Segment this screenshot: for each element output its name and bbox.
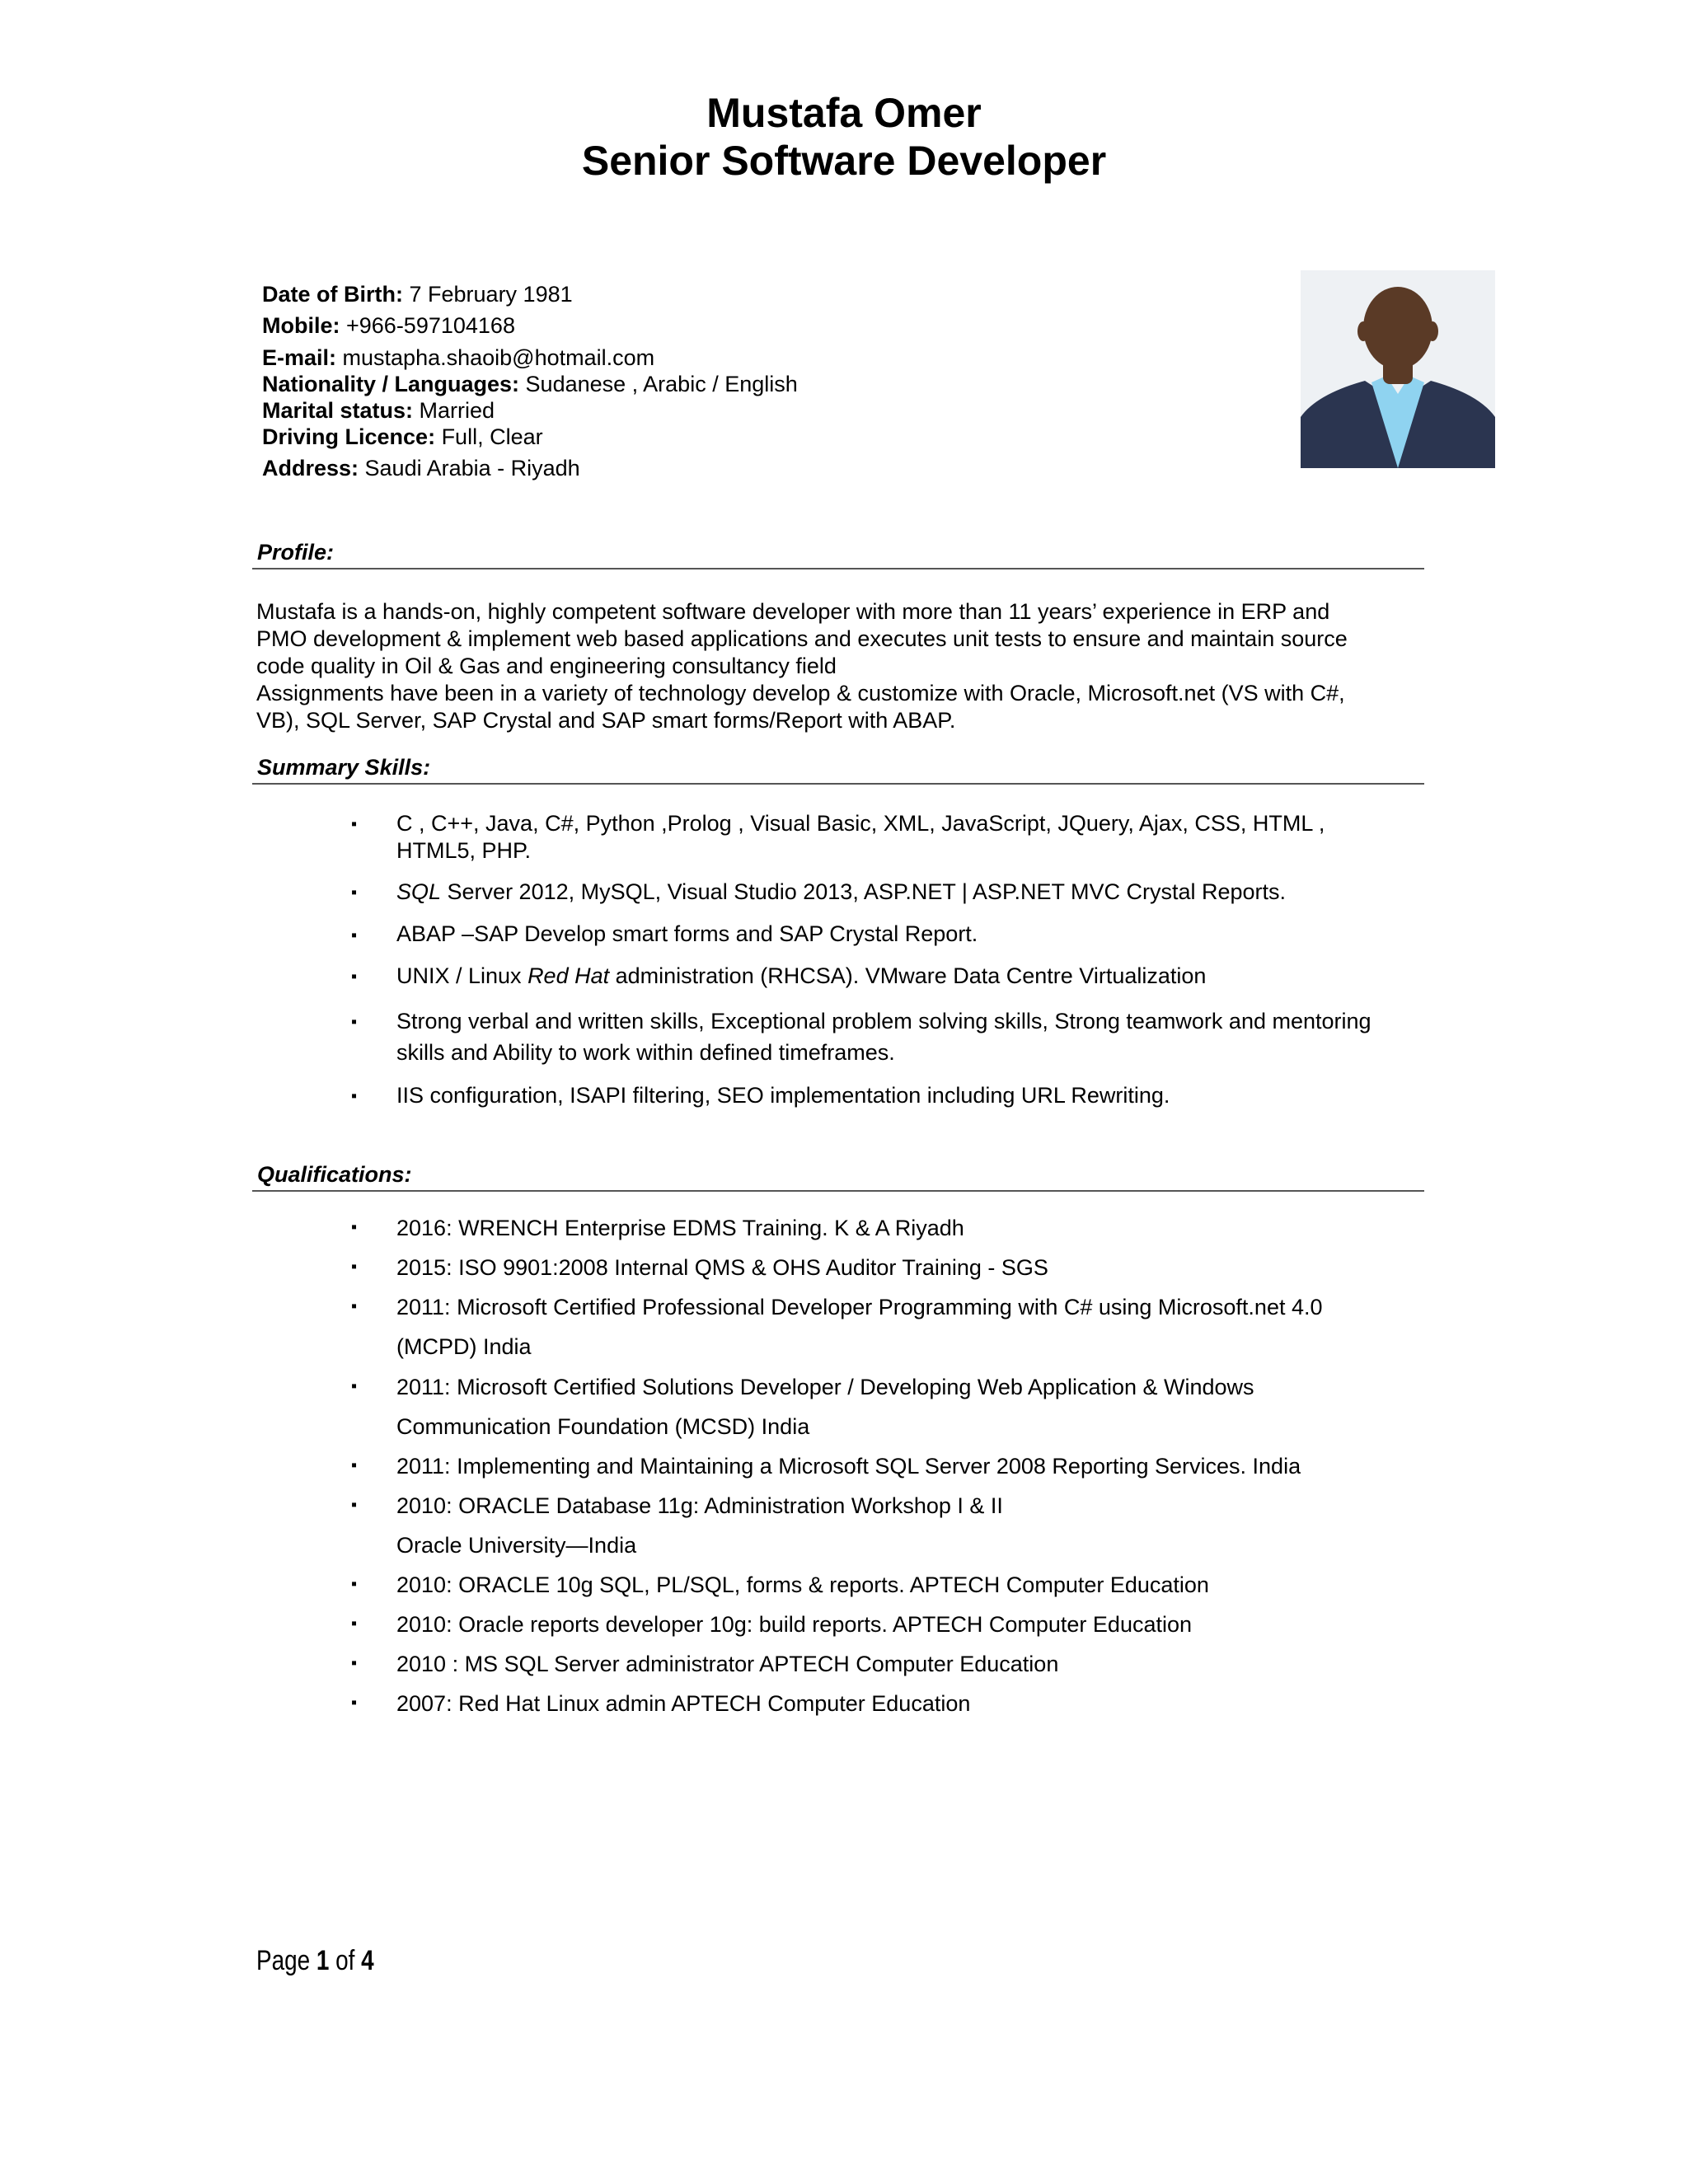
- page-total: 4: [361, 1945, 374, 1976]
- skill-emphasis: SQL: [396, 879, 442, 904]
- bullet-icon: ▪: [351, 1694, 358, 1712]
- profile-photo-portrait: [1301, 270, 1495, 468]
- detail-label: Nationality / Languages:: [262, 372, 520, 396]
- detail-value: Full, Clear: [435, 424, 543, 449]
- detail-label: Address:: [262, 456, 359, 480]
- bullet-icon: ▪: [351, 1013, 358, 1031]
- qualification-line: 2016: WRENCH Enterprise EDMS Training. K & A Riyadh: [396, 1216, 964, 1240]
- skill-item: [396, 921, 1418, 948]
- skill-item: [396, 1005, 1418, 1068]
- detail-date-of-birth: [262, 282, 573, 307]
- page-number: [256, 1945, 374, 1977]
- detail-mobile: [262, 313, 515, 339]
- bullet-icon: ▪: [351, 883, 358, 902]
- detail-label: E-mail:: [262, 345, 337, 370]
- skills-heading: Summary Skills:: [257, 755, 431, 780]
- profile-line: VB), SQL Server, SAP Crystal and SAP smart forms/Report with ABAP.: [256, 708, 956, 733]
- page-word: Page: [256, 1945, 316, 1976]
- qualification-line: 2010 : MS SQL Server administrator APTECH Computer Education: [396, 1652, 1059, 1676]
- qualification-item: [396, 1565, 1418, 1605]
- qualification-line: 2007: Red Hat Linux admin APTECH Computer Education: [396, 1691, 971, 1716]
- bullet-icon: ▪: [351, 1615, 358, 1633]
- skill-line: Strong verbal and written skills, Exceptional problem solving skills, Strong teamwork and mentoring: [396, 1009, 1372, 1033]
- profile-line: PMO development & implement web based applications and executes unit tests to ensure and maintain source: [256, 626, 1348, 651]
- detail-value: Married: [413, 398, 495, 423]
- qualifications-heading: Qualifications:: [257, 1162, 412, 1187]
- qualification-item: [396, 1248, 1418, 1287]
- qualification-line: 2010: ORACLE Database 11g: Administration Workshop I & II: [396, 1493, 1003, 1518]
- detail-value: mustapha.shaoib@hotmail.com: [336, 345, 655, 370]
- qualification-item: [396, 1208, 1418, 1248]
- detail-label: Mobile:: [262, 313, 340, 338]
- qualification-line: 2010: Oracle reports developer 10g: build reports. APTECH Computer Education: [396, 1612, 1193, 1637]
- skill-item: [396, 879, 1418, 906]
- page-of-word: of: [329, 1945, 362, 1976]
- qualification-item: [396, 1644, 1418, 1684]
- qualification-line: 2010: ORACLE 10g SQL, PL/SQL, forms & reports. APTECH Computer Education: [396, 1572, 1209, 1597]
- skill-emphasis: Red Hat: [528, 963, 610, 988]
- qualification-line: 2011: Microsoft Certified Solutions Developer / Developing Web Application & Windows: [396, 1375, 1254, 1399]
- skill-text: Server 2012, MySQL, Visual Studio 2013, ASP.NET | ASP.NET MVC Crystal Reports.: [441, 879, 1287, 904]
- bullet-icon: ▪: [351, 1654, 358, 1672]
- qualification-item: [396, 1684, 1418, 1723]
- skill-text: UNIX / Linux: [396, 963, 528, 988]
- detail-label: Marital status:: [262, 398, 414, 423]
- profile-text: [256, 598, 1427, 734]
- resume-header: [0, 89, 1688, 185]
- detail-address: [262, 456, 580, 481]
- skill-item: [396, 810, 1418, 865]
- bullet-icon: ▪: [351, 1218, 358, 1236]
- detail-marital-status: [262, 398, 495, 424]
- detail-value: Saudi Arabia - Riyadh: [359, 456, 580, 480]
- qualifications-divider: [252, 1190, 1424, 1192]
- profile-line: code quality in Oil & Gas and engineering consultancy field: [256, 654, 837, 678]
- qualification-line: (MCPD) India: [396, 1334, 532, 1359]
- profile-heading: Profile:: [257, 540, 335, 565]
- qualification-item: [396, 1446, 1418, 1486]
- qualification-item: [396, 1367, 1418, 1446]
- detail-value: 7 February 1981: [403, 282, 573, 307]
- bullet-icon: ▪: [351, 1297, 358, 1315]
- bullet-icon: ▪: [351, 1496, 358, 1514]
- bullet-icon: ▪: [351, 1456, 358, 1474]
- qualification-line: 2011: Implementing and Maintaining a Microsoft SQL Server 2008 Reporting Services. India: [396, 1454, 1301, 1479]
- qualification-line: 2011: Microsoft Certified Professional Developer Programming with C# using Microsoft.net 4.0: [396, 1295, 1323, 1319]
- profile-photo: [1301, 270, 1495, 468]
- detail-driving-licence: [262, 424, 543, 450]
- qualification-item: [396, 1287, 1418, 1366]
- qualification-item: [396, 1486, 1418, 1565]
- skill-line: ABAP –SAP Develop smart forms and SAP Crystal Report.: [396, 921, 978, 946]
- skill-line: IIS configuration, ISAPI filtering, SEO implementation including URL Rewriting.: [396, 1083, 1170, 1108]
- qualification-line: Oracle University—India: [396, 1533, 637, 1558]
- bullet-icon: ▪: [351, 1258, 358, 1276]
- detail-value: Sudanese , Arabic / English: [519, 372, 798, 396]
- bullet-icon: ▪: [351, 926, 358, 944]
- profile-line: Assignments have been in a variety of technology develop & customize with Oracle, Microsoft.net (VS with C#,: [256, 681, 1345, 705]
- qualification-line: 2015: ISO 9901:2008 Internal QMS & OHS Auditor Training - SGS: [396, 1255, 1048, 1280]
- bullet-icon: ▪: [351, 968, 358, 986]
- skill-text: administration (RHCSA). VMware Data Centre Virtualization: [609, 963, 1207, 988]
- detail-nationality: [262, 372, 798, 397]
- profile-divider: [252, 568, 1424, 569]
- skills-divider: [252, 783, 1424, 785]
- bullet-icon: ▪: [351, 1087, 358, 1105]
- skill-item: [396, 1082, 1418, 1109]
- skill-line: HTML5, PHP.: [396, 838, 532, 863]
- qualification-item: [396, 1605, 1418, 1644]
- page-current: 1: [316, 1945, 330, 1976]
- candidate-role: Senior Software Developer: [581, 138, 1107, 184]
- qualification-line: Communication Foundation (MCSD) India: [396, 1414, 810, 1439]
- skill-line: C , C++, Java, C#, Python ,Prolog , Visual Basic, XML, JavaScript, JQuery, Ajax, CSS, HTML ,: [396, 811, 1325, 836]
- detail-email: [262, 345, 654, 371]
- detail-value: +966-597104168: [340, 313, 515, 338]
- candidate-name: Mustafa Omer: [706, 90, 982, 136]
- bullet-icon: ▪: [351, 1575, 358, 1593]
- skill-item: [396, 963, 1418, 990]
- bullet-icon: ▪: [351, 815, 358, 833]
- profile-line: Mustafa is a hands-on, highly competent software developer with more than 11 years’ experience in ERP and: [256, 599, 1330, 624]
- detail-label: Driving Licence:: [262, 424, 436, 449]
- skill-line: skills and Ability to work within defined timeframes.: [396, 1040, 895, 1065]
- detail-label: Date of Birth:: [262, 282, 403, 307]
- bullet-icon: ▪: [351, 1377, 358, 1395]
